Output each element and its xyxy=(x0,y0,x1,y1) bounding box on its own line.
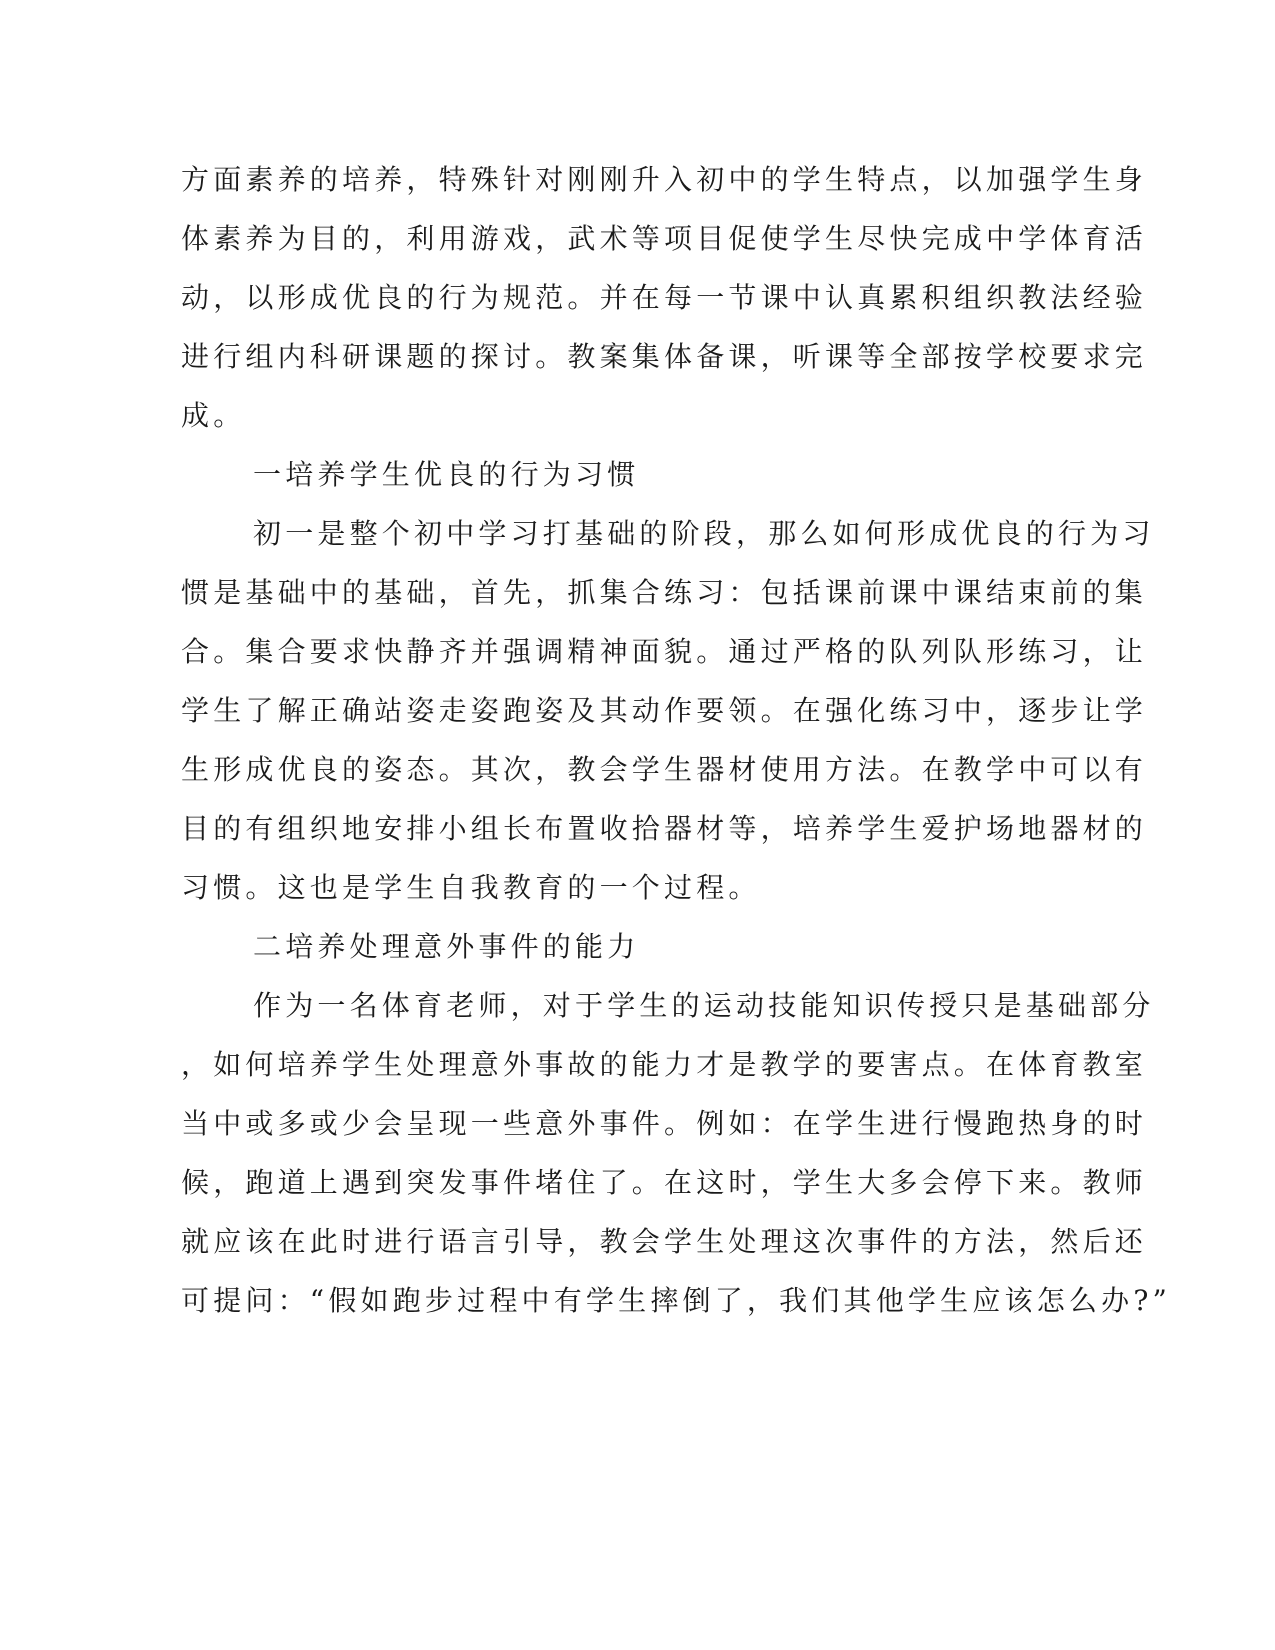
paragraph-line: 惯是基础中的基础，首先，抓集合练习：包括课前课中课结束前的集 xyxy=(181,576,1148,609)
paragraph-line: 就应该在此时进行语言引导，教会学生处理这次事件的方法，然后还 xyxy=(181,1225,1148,1258)
paragraph-line: 初一是整个初中学习打基础的阶段，那么如何形成优良的行为习 xyxy=(253,517,1155,550)
paragraph-line: 当中或多或少会呈现一些意外事件。例如：在学生进行慢跑热身的时 xyxy=(181,1107,1148,1140)
paragraph-line: 作为一名体育老师，对于学生的运动技能知识传授只是基础部分 xyxy=(253,989,1155,1022)
section-heading-1: 一培养学生优良的行为习惯 xyxy=(253,458,640,491)
paragraph-line: 成。 xyxy=(181,399,246,432)
paragraph-line: 进行组内科研课题的探讨。教案集体备课，听课等全部按学校要求完 xyxy=(181,340,1148,373)
paragraph-line: 候，跑道上遇到突发事件堵住了。在这时，学生大多会停下来。教师 xyxy=(181,1166,1148,1199)
paragraph-line: 方面素养的培养，特殊针对刚刚升入初中的学生特点，以加强学生身 xyxy=(181,163,1148,196)
section-heading-2: 二培养处理意外事件的能力 xyxy=(253,930,640,963)
paragraph-line: ，如何培养学生处理意外事故的能力才是教学的要害点。在体育教室 xyxy=(181,1048,1148,1081)
paragraph-line: 可提问：“假如跑步过程中有学生摔倒了，我们其他学生应该怎么办?” xyxy=(181,1284,1172,1317)
paragraph-line: 动，以形成优良的行为规范。并在每一节课中认真累积组织教法经验 xyxy=(181,281,1148,314)
paragraph-line: 目的有组织地安排小组长布置收拾器材等，培养学生爱护场地器材的 xyxy=(181,812,1148,845)
paragraph-line: 体素养为目的，利用游戏，武术等项目促使学生尽快完成中学体育活 xyxy=(181,222,1148,255)
paragraph-line: 习惯。这也是学生自我教育的一个过程。 xyxy=(181,871,761,904)
paragraph-line: 生形成优良的姿态。其次，教会学生器材使用方法。在教学中可以有 xyxy=(181,753,1148,786)
paragraph-line: 合。集合要求快静齐并强调精神面貌。通过严格的队列队形练习，让 xyxy=(181,635,1148,668)
paragraph-line: 学生了解正确站姿走姿跑姿及其动作要领。在强化练习中，逐步让学 xyxy=(181,694,1148,727)
